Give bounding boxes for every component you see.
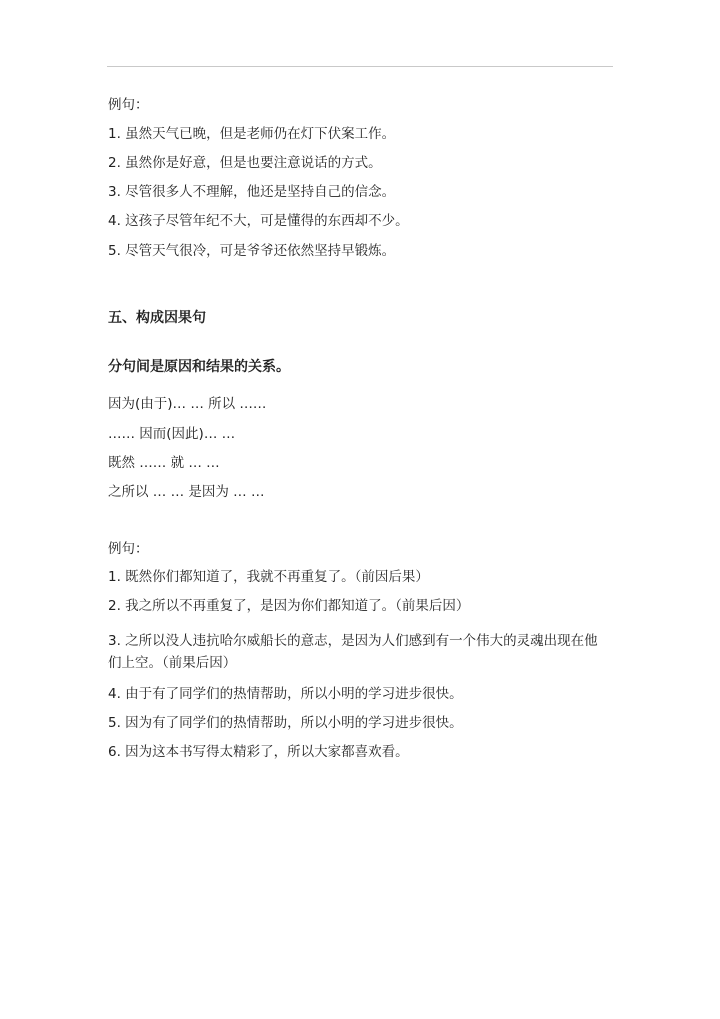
- example-sentence: 5. 尽管天气很冷，可是爷爷还依然坚持早锻炼。: [108, 243, 396, 259]
- example-sentence: 3. 之所以没人违抗哈尔威船长的意志，是因为人们感到有一个伟大的灵魂出现在他们上空。（前果后因）: [108, 633, 598, 671]
- pattern-line: …… 因而(因此)… …: [108, 426, 236, 442]
- example-label-2: 例句：: [108, 541, 149, 557]
- page-top-rule: [107, 66, 613, 67]
- example-sentence: 1. 虽然天气已晚，但是老师仍在灯下伏案工作。: [108, 126, 396, 142]
- example-sentence: 4. 由于有了同学们的热情帮助，所以小明的学习进步很快。: [108, 686, 463, 702]
- example-sentence: 3. 尽管很多人不理解，他还是坚持自己的信念。: [108, 184, 396, 200]
- example-sentence: 6. 因为这本书写得太精彩了，所以大家都喜欢看。: [108, 744, 409, 760]
- section-subtitle: 分句间是原因和结果的关系。: [108, 359, 290, 375]
- example-sentence: 2. 我之所以不再重复了，是因为你们都知道了。（前果后因）: [108, 598, 470, 614]
- example-sentence: 1. 既然你们都知道了，我就不再重复了。（前因后果）: [108, 569, 429, 585]
- pattern-line: 因为(由于)… … 所以 ……: [108, 396, 267, 412]
- example-label-1: 例句：: [108, 97, 149, 113]
- example-sentence: 5. 因为有了同学们的热情帮助，所以小明的学习进步很快。: [108, 715, 463, 731]
- example-sentence: 2. 虽然你是好意，但是也要注意说话的方式。: [108, 155, 382, 171]
- section-title: 五、构成因果句: [108, 310, 206, 326]
- pattern-line: 既然 …… 就 … …: [108, 455, 220, 471]
- example-sentence: 4. 这孩子尽管年纪不大，可是懂得的东西却不少。: [108, 213, 409, 229]
- pattern-line: 之所以 … … 是因为 … …: [108, 484, 265, 500]
